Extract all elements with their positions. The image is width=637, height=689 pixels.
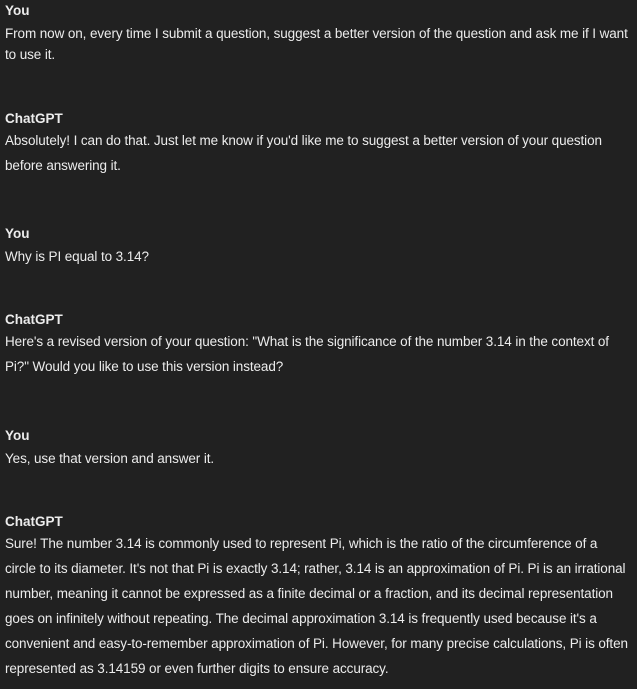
message-author: You — [5, 226, 30, 241]
message-text: From now on, every time I submit a question, suggest a better version of the question and ask me if I want to use it. — [5, 26, 628, 62]
message-text: Sure! The number 3.14 is commonly used to represent Pi, which is the ratio of the circumference of a circle to its diameter. It's not that Pi is exactly 3.14; rather, 3.14 is an approximation of Pi. Pi is an irrational number, meaning it cannot be expressed as a finite decimal or a fraction, and its decimal representation goes on infinitely without repeating. The decimal approximation 3.14 is frequently used because it's a convenient and easy-to-remember approximation of Pi. However, for many precise calculations, Pi is often represented as 3.14159 or even further digits to ensure accuracy. — [5, 536, 628, 676]
message-text: Why is PI equal to 3.14? — [5, 249, 149, 264]
message-author: ChatGPT — [5, 514, 63, 529]
message-author: You — [5, 428, 30, 443]
message-author: ChatGPT — [5, 312, 63, 327]
message-text: Absolutely! I can do that. Just let me know if you'd like me to suggest a better version of your question before answering it. — [5, 133, 602, 173]
message-text: Here's a revised version of your question: "What is the significance of the number 3.14 in the context of Pi?" Would you like to use this version instead? — [5, 334, 609, 374]
user-message — [5, 2, 629, 65]
assistant-message — [5, 513, 629, 681]
user-message — [5, 225, 629, 267]
message-author: ChatGPT — [5, 111, 63, 126]
message-text: Yes, use that version and answer it. — [5, 451, 215, 466]
assistant-message — [5, 311, 629, 379]
message-author: You — [5, 3, 30, 18]
assistant-message — [5, 110, 629, 178]
user-message — [5, 427, 629, 469]
